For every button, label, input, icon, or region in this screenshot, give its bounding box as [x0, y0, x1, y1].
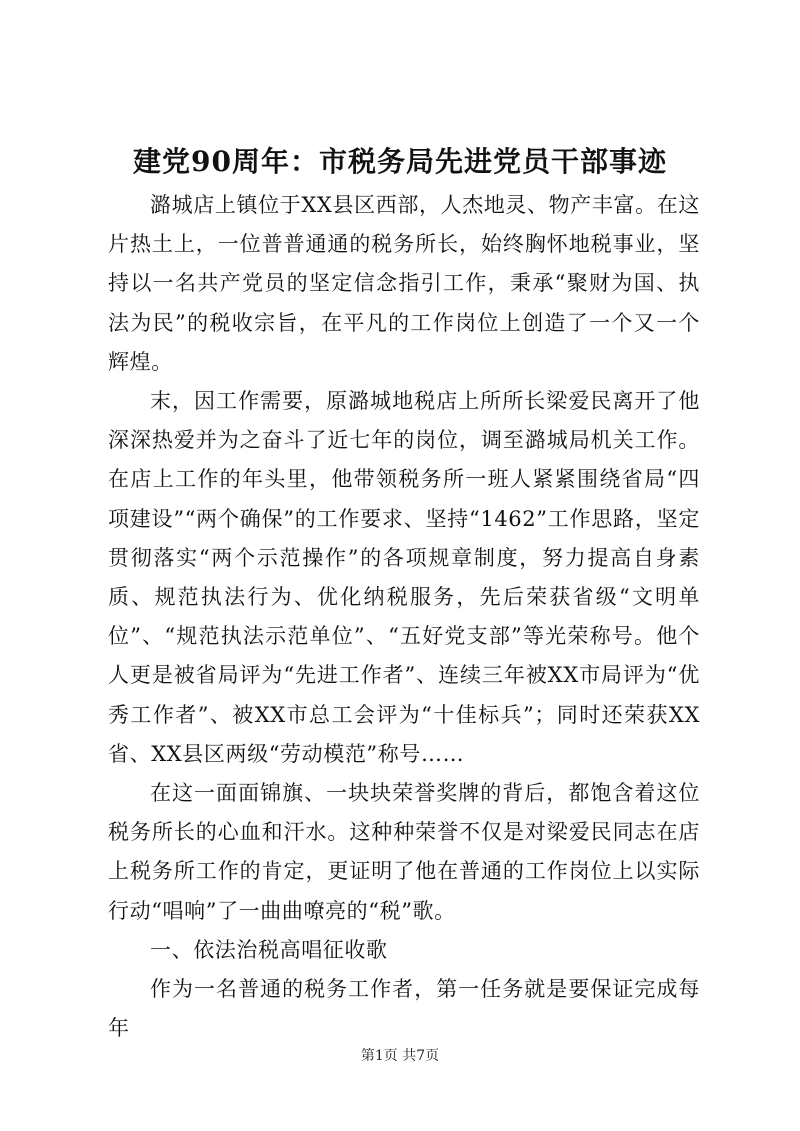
page-number-footer: 第1页 共7页 [360, 1048, 440, 1064]
page-title: 建党90周年：市税务局先进党员干部事迹 [133, 145, 667, 178]
paragraph-achievements: 末，因工作需要，原潞城地税店上所所长梁爱民离开了他深深热爱并为之奋斗了近七年的岗位，调至潞城局机关工作。在店上工作的年头里，他带领税务所一班人紧紧围绕省局“四项建设”“两个确保”的工作要求、坚持“1462”工作思路，坚定贯彻落实“两个示范操作”的各项规章制度，努力提高自身素质、规范执法行为、优化纳税服务，先后荣获省级“文明单位”、“规范执法示范单位”、“五好党支部”等光荣称号。他个人更是被省局评为“先进工作者”、连续三年被XX市局评为“优秀工作者”、被XX市总工会评为“十佳标兵”；同时还荣获XX省、XX县区两级“劳动模范”称号…… [108, 389, 700, 766]
document-body [108, 186, 700, 1048]
paragraph-intro: 潞城店上镇位于XX县区西部，人杰地灵、物产丰富。在这片热土上，一位普普通通的税务所长，始终胸怀地税事业，坚持以一名共产党员的坚定信念指引工作，秉承“聚财为国、执法为民”的税收宗旨，在平凡的工作岗位上创造了一个又一个辉煌。 [108, 193, 700, 374]
section-heading: 一、依法治税高唱征收歌 [150, 937, 388, 962]
paragraph-section-start: 作为一名普通的税务工作者，第一任务就是要保证完成每年 [108, 977, 700, 1041]
paragraph-honors: 在这一面面锦旗、一块块荣誉奖牌的背后，都饱含着这位税务所长的心血和汗水。这种种荣誉不仅是对梁爱民同志在店上税务所工作的肯定，更证明了他在普通的工作岗位上以实际行动“唱响”了一曲曲嘹亮的“税”歌。 [108, 781, 700, 923]
